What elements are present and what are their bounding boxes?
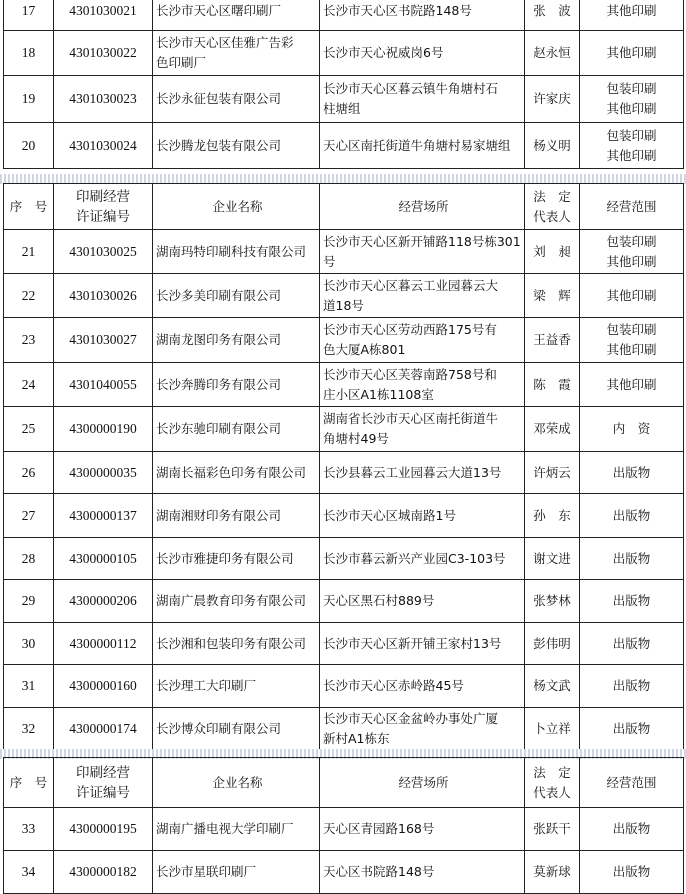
row-business-scope-line: 包装印刷 bbox=[606, 233, 657, 249]
table-row bbox=[4, 623, 684, 665]
row-business-scope bbox=[580, 76, 684, 123]
row-address-line: 长沙市天心区金盆岭办事处广厦 bbox=[323, 711, 499, 726]
header-address: 经营场所 bbox=[320, 184, 525, 230]
row-seq: 17 bbox=[4, 0, 54, 31]
header-seq: 序 号 bbox=[4, 758, 54, 808]
row-company-name bbox=[153, 230, 320, 274]
row-address bbox=[320, 76, 525, 123]
header-license bbox=[54, 184, 153, 230]
header-license-line1: 印刷经营 bbox=[76, 188, 130, 205]
table-row bbox=[4, 31, 684, 76]
row-business-scope bbox=[580, 623, 684, 665]
row-address-line: 新村A1栋东 bbox=[323, 731, 390, 746]
row-seq: 28 bbox=[4, 538, 54, 580]
row-business-scope-line: 其他印刷 bbox=[606, 376, 657, 392]
header-license bbox=[54, 758, 153, 808]
row-business-scope-line: 内 资 bbox=[612, 421, 651, 436]
row-address bbox=[320, 851, 525, 894]
header-license-line2: 许证编号 bbox=[76, 784, 130, 801]
row-legal-rep: 王益香 bbox=[525, 318, 580, 363]
row-company-name bbox=[153, 665, 320, 708]
row-address-line: 长沙市天心区城南路1号 bbox=[323, 507, 456, 523]
header-scope: 经营范围 bbox=[580, 758, 684, 808]
row-company-name-line: 长沙市天心区曙印刷厂 bbox=[156, 2, 282, 18]
row-address-line: 长沙市天心区暮云工业园暮云大 bbox=[323, 277, 499, 293]
row-address-line: 长沙市天心区劳动西路175号有 bbox=[323, 322, 497, 337]
row-business-scope-line: 其他印刷 bbox=[606, 253, 657, 269]
table-row bbox=[4, 318, 684, 363]
table-row bbox=[4, 407, 684, 452]
row-business-scope-line: 其他印刷 bbox=[606, 342, 657, 357]
row-business-scope-line: 其他印刷 bbox=[606, 287, 657, 303]
row-business-scope bbox=[580, 708, 684, 751]
table-row bbox=[4, 851, 684, 894]
row-business-scope-line: 出版物 bbox=[612, 593, 651, 608]
row-company-name-line: 长沙奔腾印务有限公司 bbox=[156, 376, 282, 392]
row-address bbox=[320, 494, 525, 538]
row-seq: 26 bbox=[4, 452, 54, 494]
row-address bbox=[320, 808, 525, 851]
row-legal-rep: 张梦林 bbox=[525, 580, 580, 623]
table-row bbox=[4, 708, 684, 751]
row-legal-rep: 彭伟明 bbox=[525, 623, 580, 665]
row-company-name-line: 长沙市星联印刷厂 bbox=[156, 864, 257, 879]
row-address bbox=[320, 452, 525, 494]
row-company-name-line: 湖南玛特印刷科技有限公司 bbox=[156, 243, 307, 259]
header-rep-line2: 代表人 bbox=[533, 784, 571, 800]
row-company-name-line: 湖南长福彩色印务有限公司 bbox=[156, 464, 307, 480]
row-company-name-line: 长沙永征包装有限公司 bbox=[156, 91, 282, 106]
row-legal-rep: 陈 霞 bbox=[525, 363, 580, 407]
row-business-scope-line: 出版物 bbox=[612, 821, 651, 836]
row-seq: 32 bbox=[4, 708, 54, 751]
row-seq: 23 bbox=[4, 318, 54, 363]
row-license-number: 4300000035 bbox=[54, 452, 153, 494]
row-seq: 34 bbox=[4, 851, 54, 894]
table-row bbox=[4, 363, 684, 407]
table-header-row bbox=[4, 184, 684, 230]
row-company-name bbox=[153, 123, 320, 169]
row-legal-rep: 杨义明 bbox=[525, 123, 580, 169]
row-business-scope-line: 出版物 bbox=[612, 678, 651, 693]
row-address bbox=[320, 623, 525, 665]
table-body-2 bbox=[4, 184, 684, 751]
table-header-row bbox=[4, 758, 684, 808]
row-company-name bbox=[153, 808, 320, 851]
header-seq: 序 号 bbox=[4, 184, 54, 230]
row-business-scope-line: 出版物 bbox=[612, 635, 651, 651]
row-address-line: 长沙市天心区新开铺路118号栋301号 bbox=[323, 233, 521, 269]
table-row bbox=[4, 452, 684, 494]
row-license-number: 4301030023 bbox=[54, 76, 153, 123]
row-address-line: 长沙市暮云新兴产业园C3-103号 bbox=[323, 550, 506, 566]
license-table-part-3 bbox=[3, 757, 684, 894]
row-license-number: 4301040055 bbox=[54, 363, 153, 407]
row-address-line: 长沙市天心区暮云镇牛角塘村石 bbox=[323, 81, 499, 96]
row-legal-rep: 许炳云 bbox=[525, 452, 580, 494]
row-company-name-line: 湖南龙图印务有限公司 bbox=[156, 332, 282, 347]
row-business-scope bbox=[580, 31, 684, 76]
row-address bbox=[320, 665, 525, 708]
row-legal-rep: 刘 昶 bbox=[525, 230, 580, 274]
header-company: 企业名称 bbox=[153, 758, 320, 808]
row-address bbox=[320, 538, 525, 580]
row-company-name bbox=[153, 580, 320, 623]
row-address-line: 道18号 bbox=[323, 297, 364, 313]
row-license-number: 4300000174 bbox=[54, 708, 153, 751]
row-legal-rep: 赵永恒 bbox=[525, 31, 580, 76]
row-seq: 22 bbox=[4, 274, 54, 318]
row-address-line: 天心区青园路168号 bbox=[323, 821, 435, 836]
header-address: 经营场所 bbox=[320, 758, 525, 808]
row-legal-rep: 孙 东 bbox=[525, 494, 580, 538]
row-business-scope bbox=[580, 851, 684, 894]
header-rep-line1: 法 定 bbox=[533, 764, 571, 780]
table-body-3 bbox=[4, 758, 684, 894]
row-license-number: 4301030022 bbox=[54, 31, 153, 76]
row-seq: 24 bbox=[4, 363, 54, 407]
row-business-scope-line: 包装印刷 bbox=[606, 322, 657, 337]
row-address-line: 长沙市天心区书院路148号 bbox=[323, 2, 472, 18]
row-address-line: 长沙市天心区赤岭路45号 bbox=[323, 678, 464, 693]
row-license-number: 4300000112 bbox=[54, 623, 153, 665]
row-company-name bbox=[153, 363, 320, 407]
row-seq: 33 bbox=[4, 808, 54, 851]
row-business-scope-line: 包装印刷 bbox=[606, 81, 657, 96]
row-company-name-line: 湖南广播电视大学印刷厂 bbox=[156, 821, 294, 836]
row-address-line: 长沙市天心区芙蓉南路758号和 bbox=[323, 366, 497, 382]
row-business-scope-line: 其他印刷 bbox=[606, 101, 657, 116]
row-business-scope bbox=[580, 538, 684, 580]
row-license-number: 4300000160 bbox=[54, 665, 153, 708]
row-seq: 31 bbox=[4, 665, 54, 708]
table-row bbox=[4, 665, 684, 708]
header-rep bbox=[525, 758, 580, 808]
row-address-line: 长沙市天心祝威岗6号 bbox=[323, 45, 444, 60]
table-row bbox=[4, 494, 684, 538]
row-company-name bbox=[153, 452, 320, 494]
table-row bbox=[4, 0, 684, 31]
table-row bbox=[4, 76, 684, 123]
row-business-scope bbox=[580, 123, 684, 169]
row-seq: 21 bbox=[4, 230, 54, 274]
row-address bbox=[320, 230, 525, 274]
row-legal-rep: 谢文进 bbox=[525, 538, 580, 580]
row-company-name bbox=[153, 0, 320, 31]
row-company-name-line: 长沙市天心区佳雅广告彩 bbox=[156, 35, 294, 50]
row-business-scope bbox=[580, 808, 684, 851]
row-company-name bbox=[153, 494, 320, 538]
row-address-line: 天心区黑石村889号 bbox=[323, 593, 435, 608]
row-license-number: 4301030025 bbox=[54, 230, 153, 274]
row-business-scope bbox=[580, 274, 684, 318]
row-seq: 19 bbox=[4, 76, 54, 123]
row-company-name bbox=[153, 538, 320, 580]
row-address-line: 湖南省长沙市天心区南托街道牛 bbox=[323, 411, 499, 426]
row-address bbox=[320, 363, 525, 407]
header-rep-line1: 法 定 bbox=[533, 188, 571, 204]
row-business-scope-line: 出版物 bbox=[612, 464, 651, 480]
table-row bbox=[4, 123, 684, 169]
row-legal-rep: 张 波 bbox=[525, 0, 580, 31]
row-address bbox=[320, 274, 525, 318]
row-company-name-line: 长沙多美印刷有限公司 bbox=[156, 287, 282, 303]
row-address-line: 天心区书院路148号 bbox=[323, 864, 435, 879]
row-address-line: 长沙县暮云工业园暮云大道13号 bbox=[323, 464, 502, 480]
table-body-1 bbox=[4, 0, 684, 169]
row-company-name bbox=[153, 76, 320, 123]
header-rep-line2: 代表人 bbox=[533, 208, 571, 224]
row-company-name-line: 湖南广晨教育印务有限公司 bbox=[156, 593, 307, 608]
row-company-name-line: 长沙理工大印刷厂 bbox=[156, 678, 257, 693]
table-row bbox=[4, 274, 684, 318]
row-address bbox=[320, 0, 525, 31]
row-license-number: 4301030024 bbox=[54, 123, 153, 169]
row-business-scope bbox=[580, 0, 684, 31]
row-legal-rep: 卜立祥 bbox=[525, 708, 580, 751]
row-company-name bbox=[153, 274, 320, 318]
row-license-number: 4300000182 bbox=[54, 851, 153, 894]
row-company-name bbox=[153, 318, 320, 363]
row-company-name-line: 长沙东驰印刷有限公司 bbox=[156, 421, 282, 436]
row-business-scope bbox=[580, 665, 684, 708]
row-seq: 25 bbox=[4, 407, 54, 452]
table-row bbox=[4, 808, 684, 851]
row-address bbox=[320, 407, 525, 452]
row-license-number: 4300000190 bbox=[54, 407, 153, 452]
row-business-scope-line: 出版物 bbox=[612, 864, 651, 879]
row-license-number: 4300000105 bbox=[54, 538, 153, 580]
row-company-name-line: 长沙腾龙包装有限公司 bbox=[156, 137, 282, 153]
row-license-number: 4300000137 bbox=[54, 494, 153, 538]
row-company-name bbox=[153, 407, 320, 452]
row-business-scope-line: 其他印刷 bbox=[606, 147, 657, 163]
row-legal-rep: 许家庆 bbox=[525, 76, 580, 123]
row-company-name-line: 色印刷厂 bbox=[156, 55, 207, 70]
row-license-number: 4300000195 bbox=[54, 808, 153, 851]
row-seq: 18 bbox=[4, 31, 54, 76]
row-business-scope bbox=[580, 318, 684, 363]
row-business-scope bbox=[580, 580, 684, 623]
row-seq: 27 bbox=[4, 494, 54, 538]
header-scope: 经营范围 bbox=[580, 184, 684, 230]
row-legal-rep: 莫新球 bbox=[525, 851, 580, 894]
row-address-line: 角塘村49号 bbox=[323, 431, 389, 446]
row-license-number: 4300000206 bbox=[54, 580, 153, 623]
row-company-name-line: 湖南湘财印务有限公司 bbox=[156, 507, 282, 523]
row-business-scope-line: 出版物 bbox=[612, 550, 651, 566]
row-business-scope bbox=[580, 494, 684, 538]
row-business-scope-line: 出版物 bbox=[612, 507, 651, 523]
table-row bbox=[4, 580, 684, 623]
row-address bbox=[320, 708, 525, 751]
row-business-scope bbox=[580, 452, 684, 494]
row-business-scope-line: 其他印刷 bbox=[606, 45, 657, 60]
row-legal-rep: 邓荣成 bbox=[525, 407, 580, 452]
row-business-scope bbox=[580, 407, 684, 452]
table-row bbox=[4, 538, 684, 580]
row-company-name bbox=[153, 851, 320, 894]
header-license-line2: 许证编号 bbox=[76, 208, 130, 225]
row-seq: 29 bbox=[4, 580, 54, 623]
row-business-scope bbox=[580, 230, 684, 274]
row-address bbox=[320, 318, 525, 363]
row-address-line: 长沙市天心区新开铺王家村13号 bbox=[323, 635, 502, 651]
row-company-name-line: 长沙博众印刷有限公司 bbox=[156, 721, 282, 736]
row-business-scope bbox=[580, 363, 684, 407]
row-address bbox=[320, 31, 525, 76]
row-business-scope-line: 其他印刷 bbox=[606, 2, 657, 18]
row-company-name bbox=[153, 31, 320, 76]
row-company-name-line: 长沙市雅捷印务有限公司 bbox=[156, 550, 294, 566]
row-legal-rep: 张跃干 bbox=[525, 808, 580, 851]
row-license-number: 4301030026 bbox=[54, 274, 153, 318]
table-row bbox=[4, 230, 684, 274]
row-license-number: 4301030027 bbox=[54, 318, 153, 363]
license-table-part-2 bbox=[3, 183, 684, 751]
row-company-name bbox=[153, 623, 320, 665]
header-rep bbox=[525, 184, 580, 230]
row-address bbox=[320, 580, 525, 623]
row-business-scope-line: 包装印刷 bbox=[606, 127, 657, 143]
row-address bbox=[320, 123, 525, 169]
row-seq: 30 bbox=[4, 623, 54, 665]
header-company: 企业名称 bbox=[153, 184, 320, 230]
license-table-part-1 bbox=[3, 0, 684, 169]
header-license-line1: 印刷经营 bbox=[76, 764, 130, 781]
row-license-number: 4301030021 bbox=[54, 0, 153, 31]
row-legal-rep: 梁 辉 bbox=[525, 274, 580, 318]
row-address-line: 柱塘组 bbox=[323, 101, 361, 116]
row-company-name-line: 长沙湘和包装印务有限公司 bbox=[156, 635, 307, 651]
row-legal-rep: 杨文武 bbox=[525, 665, 580, 708]
row-company-name bbox=[153, 708, 320, 751]
row-address-line: 色大厦A栋801 bbox=[323, 342, 406, 357]
row-address-line: 天心区南托街道牛角塘村易家塘组 bbox=[323, 137, 511, 153]
row-address-line: 庄小区A1栋1108室 bbox=[323, 386, 434, 402]
row-business-scope-line: 出版物 bbox=[612, 721, 651, 736]
row-seq: 20 bbox=[4, 123, 54, 169]
